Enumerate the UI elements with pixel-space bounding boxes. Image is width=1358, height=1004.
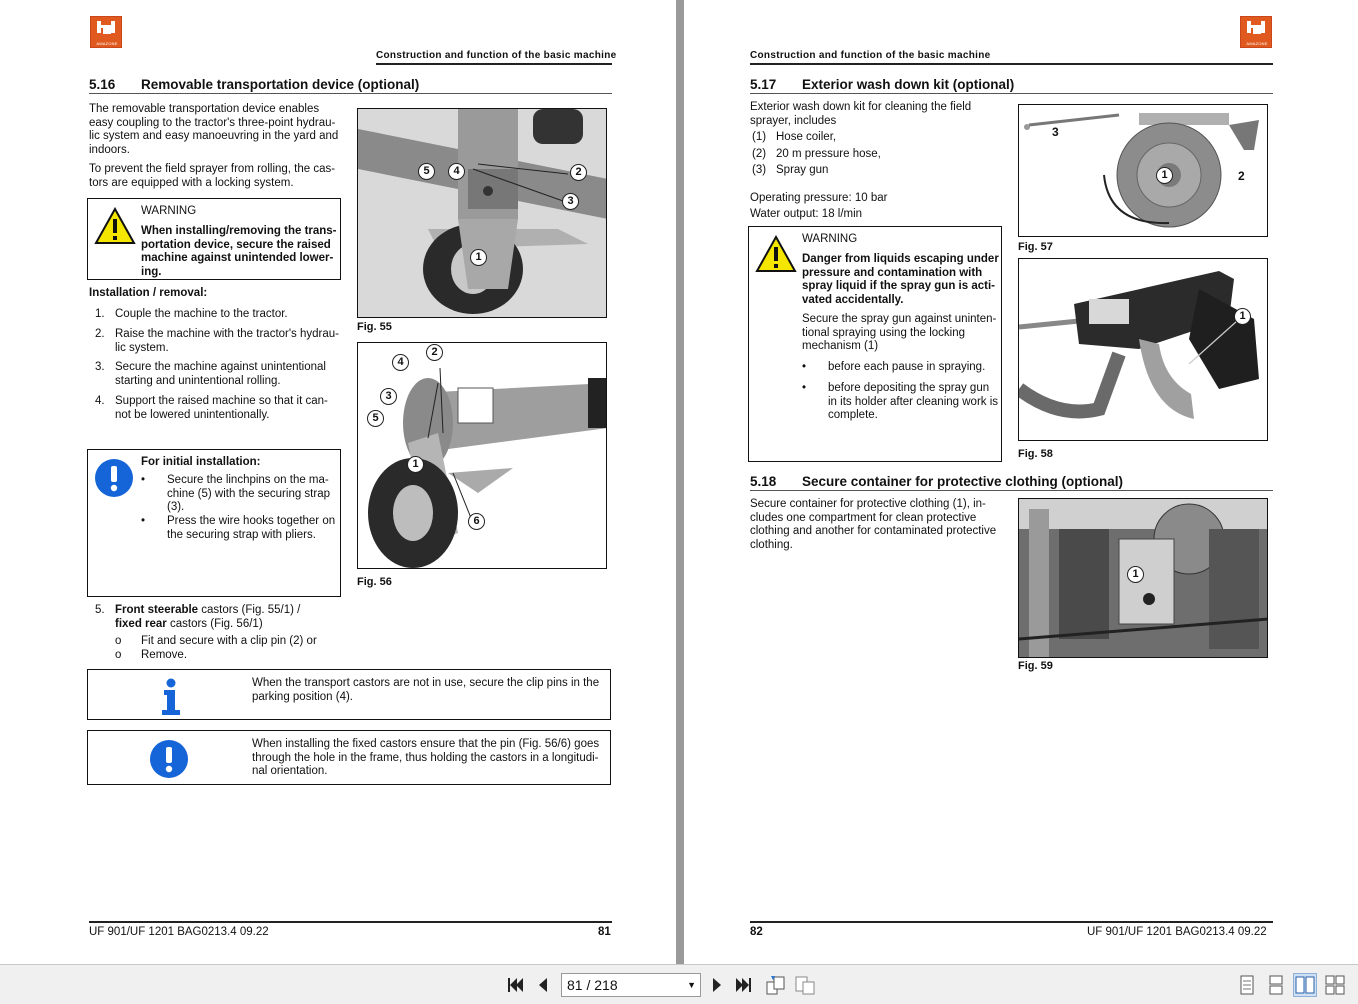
install-heading: Installation / removal: bbox=[89, 287, 208, 299]
first-page-icon bbox=[506, 976, 524, 994]
figure-57-image bbox=[1018, 104, 1268, 237]
text-line: pressure and contamination with bbox=[802, 266, 983, 279]
text-line: in its holder after cleaning work is bbox=[828, 395, 999, 408]
sub-marker: o bbox=[115, 649, 122, 661]
two-page-continuous-view-button[interactable] bbox=[1323, 973, 1347, 997]
text-line: through the hole in the frame, thus holding the castors in a longitudi- bbox=[252, 751, 599, 764]
next-page-icon bbox=[710, 976, 724, 994]
running-head: Construction and function of the basic machine bbox=[750, 50, 991, 61]
text-line: lic system and easy manoeuvring in the yard and bbox=[89, 130, 339, 142]
step-text: Couple the machine to the tractor. bbox=[115, 308, 288, 320]
continuous-view-button[interactable] bbox=[1264, 973, 1288, 997]
item-number: (2) bbox=[752, 148, 767, 160]
text-line: (3). bbox=[167, 501, 185, 513]
figure-57-caption: Fig. 57 bbox=[1018, 241, 1053, 253]
dropdown-arrow-icon[interactable]: ▼ bbox=[687, 980, 696, 990]
page-82 bbox=[684, 0, 1358, 964]
footer-rule bbox=[89, 921, 612, 923]
text-line: vated accidentally. bbox=[802, 293, 904, 306]
kit-item bbox=[752, 164, 829, 178]
text-line: Secure the spray gun against uninten- bbox=[802, 313, 997, 325]
tractor-logo-icon bbox=[94, 19, 120, 39]
next-page-button[interactable] bbox=[705, 973, 729, 997]
operating-pressure: Operating pressure: 10 bar bbox=[750, 192, 888, 204]
section-rule bbox=[750, 490, 1273, 491]
step-bold-text: Front steerable bbox=[115, 604, 199, 616]
footer-page-number: 82 bbox=[750, 926, 763, 938]
text-line: chine (5) with the securing strap bbox=[167, 487, 330, 500]
amazone-logo bbox=[1240, 16, 1272, 48]
sub-item bbox=[115, 649, 187, 663]
two-page-icon bbox=[1295, 975, 1315, 995]
text-line: mechanism (1) bbox=[802, 340, 879, 352]
amazone-logo bbox=[90, 16, 122, 48]
callout-1: 1 bbox=[1127, 566, 1144, 583]
callout-3: 3 bbox=[380, 388, 397, 405]
section-number: 5.18 bbox=[750, 474, 777, 489]
last-page-button[interactable] bbox=[732, 973, 756, 997]
step-text: not be lowered unintentionally. bbox=[115, 408, 270, 421]
callout-1: 1 bbox=[407, 456, 424, 473]
sub-item bbox=[115, 635, 317, 649]
bullet-item bbox=[802, 382, 998, 423]
callout-4: 4 bbox=[392, 354, 409, 371]
spray-gun-photo bbox=[1019, 259, 1268, 441]
logo-text: AMAZONE bbox=[1246, 41, 1268, 46]
tractor-logo-icon bbox=[1244, 19, 1270, 39]
header-rule bbox=[376, 63, 612, 65]
step-text: Support the raised machine so that it can- bbox=[115, 395, 328, 407]
bullet-icon: • bbox=[802, 382, 807, 394]
bullet-icon: • bbox=[141, 474, 146, 486]
figure-56-caption: Fig. 56 bbox=[357, 576, 392, 588]
text-line: The removable transportation device enables bbox=[89, 103, 320, 115]
text-line: ing. bbox=[141, 265, 162, 278]
caution-note-box bbox=[87, 730, 611, 785]
section-title: Secure container for protective clothing (optional) bbox=[802, 474, 1124, 489]
text-line: When installing/removing the trans- bbox=[141, 225, 337, 237]
logo-text: AMAZONE bbox=[96, 41, 118, 46]
text-line: before each pause in spraying. bbox=[828, 361, 986, 373]
text-line: portation device, secure the raised bbox=[141, 238, 331, 251]
footer-doc-id: UF 901/UF 1201 BAG0213.4 09.22 bbox=[89, 926, 269, 938]
text-line: cludes one compartment for clean protective bbox=[750, 511, 977, 524]
step-text: castors (Fig. 56/1) bbox=[166, 617, 263, 630]
step-text: castors (Fig. 55/1) / bbox=[198, 604, 301, 616]
text-line: complete. bbox=[828, 409, 878, 421]
warning-triangle-icon bbox=[755, 235, 797, 273]
text-line: When installing the fixed castors ensure that the pin (Fig. 56/6) goes bbox=[252, 738, 600, 750]
info-note-box bbox=[87, 669, 611, 720]
warning-box bbox=[87, 198, 341, 280]
warning-text bbox=[802, 313, 996, 354]
container-photo bbox=[1019, 499, 1268, 658]
warning-bold-text bbox=[802, 253, 999, 307]
bullet-item bbox=[802, 361, 985, 375]
running-head: Construction and function of the basic machine bbox=[376, 50, 617, 61]
two-page-continuous-icon bbox=[1325, 975, 1345, 995]
section-number: 5.17 bbox=[750, 77, 777, 92]
single-page-view-button[interactable] bbox=[1235, 973, 1259, 997]
previous-page-button[interactable] bbox=[531, 973, 555, 997]
step-5 bbox=[95, 604, 300, 631]
step-4 bbox=[95, 395, 328, 422]
kit-intro bbox=[750, 101, 971, 128]
step-text: lic system. bbox=[115, 341, 169, 354]
caution-exclamation-icon bbox=[94, 458, 134, 498]
rotate-button[interactable] bbox=[764, 973, 788, 997]
page-number-field[interactable] bbox=[561, 973, 701, 997]
intro-paragraph-2 bbox=[89, 163, 335, 190]
bullet-item bbox=[141, 474, 330, 515]
warning-text bbox=[141, 225, 337, 279]
callout-4: 4 bbox=[448, 163, 465, 180]
text-line: spray liquid if the spray gun is acti- bbox=[802, 280, 995, 292]
step-number: 2. bbox=[95, 328, 105, 340]
text-line: tional spraying using the locking bbox=[802, 326, 966, 339]
continuous-page-icon bbox=[1268, 975, 1284, 995]
warning-title: WARNING bbox=[141, 205, 197, 217]
item-number: (1) bbox=[752, 131, 767, 143]
initial-installation-box bbox=[87, 449, 341, 597]
figure-55-image bbox=[357, 108, 607, 318]
export-button[interactable] bbox=[793, 973, 817, 997]
section-rule bbox=[750, 93, 1273, 94]
footer-page-number: 81 bbox=[598, 926, 611, 938]
caution-exclamation-icon bbox=[149, 739, 189, 779]
rotate-icon bbox=[765, 974, 787, 996]
caster-photo bbox=[358, 109, 607, 318]
item-text: Hose coiler, bbox=[776, 131, 837, 143]
step-number: 5. bbox=[95, 604, 105, 616]
callout-2: 2 bbox=[1238, 169, 1245, 183]
callout-3: 3 bbox=[562, 193, 579, 210]
text-line: parking position (4). bbox=[252, 690, 353, 703]
callout-2: 2 bbox=[426, 344, 443, 361]
export-icon bbox=[794, 974, 816, 996]
info-note-text bbox=[252, 677, 599, 704]
figure-56-image bbox=[357, 342, 607, 569]
page-81 bbox=[0, 0, 676, 964]
section-title: Exterior wash down kit (optional) bbox=[802, 77, 1015, 92]
page-indicator: 81 / 218 bbox=[567, 977, 618, 993]
sub-text: Fit and secure with a clip pin (2) or bbox=[141, 635, 317, 647]
text-line: Press the wire hooks together on bbox=[167, 515, 336, 527]
container-paragraph bbox=[750, 498, 996, 552]
step-text: Secure the machine against unintentional bbox=[115, 361, 326, 373]
footer-doc-id: UF 901/UF 1201 BAG0213.4 09.22 bbox=[1087, 926, 1267, 938]
figure-59-caption: Fig. 59 bbox=[1018, 660, 1053, 672]
two-page-view-button[interactable] bbox=[1293, 973, 1317, 997]
step-1 bbox=[95, 308, 288, 322]
text-line: clothing and another for contaminated protective bbox=[750, 525, 997, 537]
section-number: 5.16 bbox=[89, 77, 116, 92]
sub-text: Remove. bbox=[141, 649, 188, 661]
step-number: 4. bbox=[95, 395, 105, 407]
footer-rule bbox=[750, 921, 1273, 923]
first-page-button[interactable] bbox=[503, 973, 527, 997]
text-line: sprayer, includes bbox=[750, 114, 837, 127]
text-line: To prevent the field sprayer from rolling, the cas- bbox=[89, 163, 336, 175]
text-line: When the transport castors are not in use, secure the clip pins in the bbox=[252, 677, 600, 689]
text-line: clothing. bbox=[750, 538, 793, 551]
text-line: nal orientation. bbox=[252, 765, 328, 777]
last-page-icon bbox=[735, 976, 753, 994]
sub-marker: o bbox=[115, 635, 122, 647]
single-page-icon bbox=[1239, 975, 1255, 995]
figure-59-image bbox=[1018, 498, 1268, 658]
water-output: Water output: 18 l/min bbox=[750, 208, 863, 220]
step-2 bbox=[95, 328, 339, 355]
callout-3: 3 bbox=[1052, 125, 1059, 139]
section-title: Removable transportation device (optional) bbox=[141, 77, 420, 92]
text-line: Exterior wash down kit for cleaning the field bbox=[750, 101, 972, 113]
viewer-toolbar bbox=[0, 964, 1358, 1004]
info-icon bbox=[158, 678, 184, 716]
text-line: Danger from liquids escaping under bbox=[802, 253, 999, 265]
warning-title: WARNING bbox=[802, 233, 858, 245]
callout-5: 5 bbox=[367, 410, 384, 427]
section-rule bbox=[89, 93, 612, 94]
step-number: 3. bbox=[95, 361, 105, 373]
step-text: Raise the machine with the tractor's hydrau- bbox=[115, 328, 339, 340]
item-number: (3) bbox=[752, 164, 767, 176]
bullet-item bbox=[141, 515, 335, 542]
warning-triangle-icon bbox=[94, 207, 136, 245]
bullet-icon: • bbox=[802, 361, 807, 373]
previous-page-icon bbox=[536, 976, 550, 994]
step-number: 1. bbox=[95, 308, 105, 320]
warning-box bbox=[748, 226, 1002, 462]
text-line: tors are equipped with a locking system. bbox=[89, 176, 294, 189]
figure-58-caption: Fig. 58 bbox=[1018, 448, 1053, 460]
kit-item bbox=[752, 131, 837, 145]
step-text: starting and unintentional rolling. bbox=[115, 374, 281, 387]
text-line: Secure container for protective clothing (1), in- bbox=[750, 498, 986, 510]
caution-note-text bbox=[252, 738, 599, 779]
text-line: the securing strap with pliers. bbox=[167, 528, 316, 541]
item-text: 20 m pressure hose, bbox=[776, 148, 881, 160]
figure-55-caption: Fig. 55 bbox=[357, 321, 392, 333]
callout-6: 6 bbox=[468, 513, 485, 530]
callout-2: 2 bbox=[570, 164, 587, 181]
bullet-icon: • bbox=[141, 515, 146, 527]
intro-paragraph-1 bbox=[89, 103, 338, 157]
callout-1: 1 bbox=[1234, 308, 1251, 325]
fixed-caster-photo bbox=[358, 343, 607, 569]
item-text: Spray gun bbox=[776, 164, 829, 176]
initial-installation-title: For initial installation: bbox=[141, 456, 261, 468]
callout-1: 1 bbox=[470, 249, 487, 266]
step-bold-text: fixed rear bbox=[115, 617, 167, 630]
header-rule bbox=[750, 63, 1273, 65]
kit-item bbox=[752, 148, 881, 162]
figure-58-image bbox=[1018, 258, 1268, 441]
text-line: indoors. bbox=[89, 143, 130, 156]
text-line: Secure the linchpins on the ma- bbox=[167, 474, 329, 486]
text-line: machine against unintended lower- bbox=[141, 252, 334, 264]
text-line: before depositing the spray gun bbox=[828, 382, 990, 394]
callout-1: 1 bbox=[1156, 167, 1173, 184]
step-3 bbox=[95, 361, 326, 388]
text-line: easy coupling to the tractor's three-point hydrau- bbox=[89, 116, 336, 129]
callout-5: 5 bbox=[418, 163, 435, 180]
